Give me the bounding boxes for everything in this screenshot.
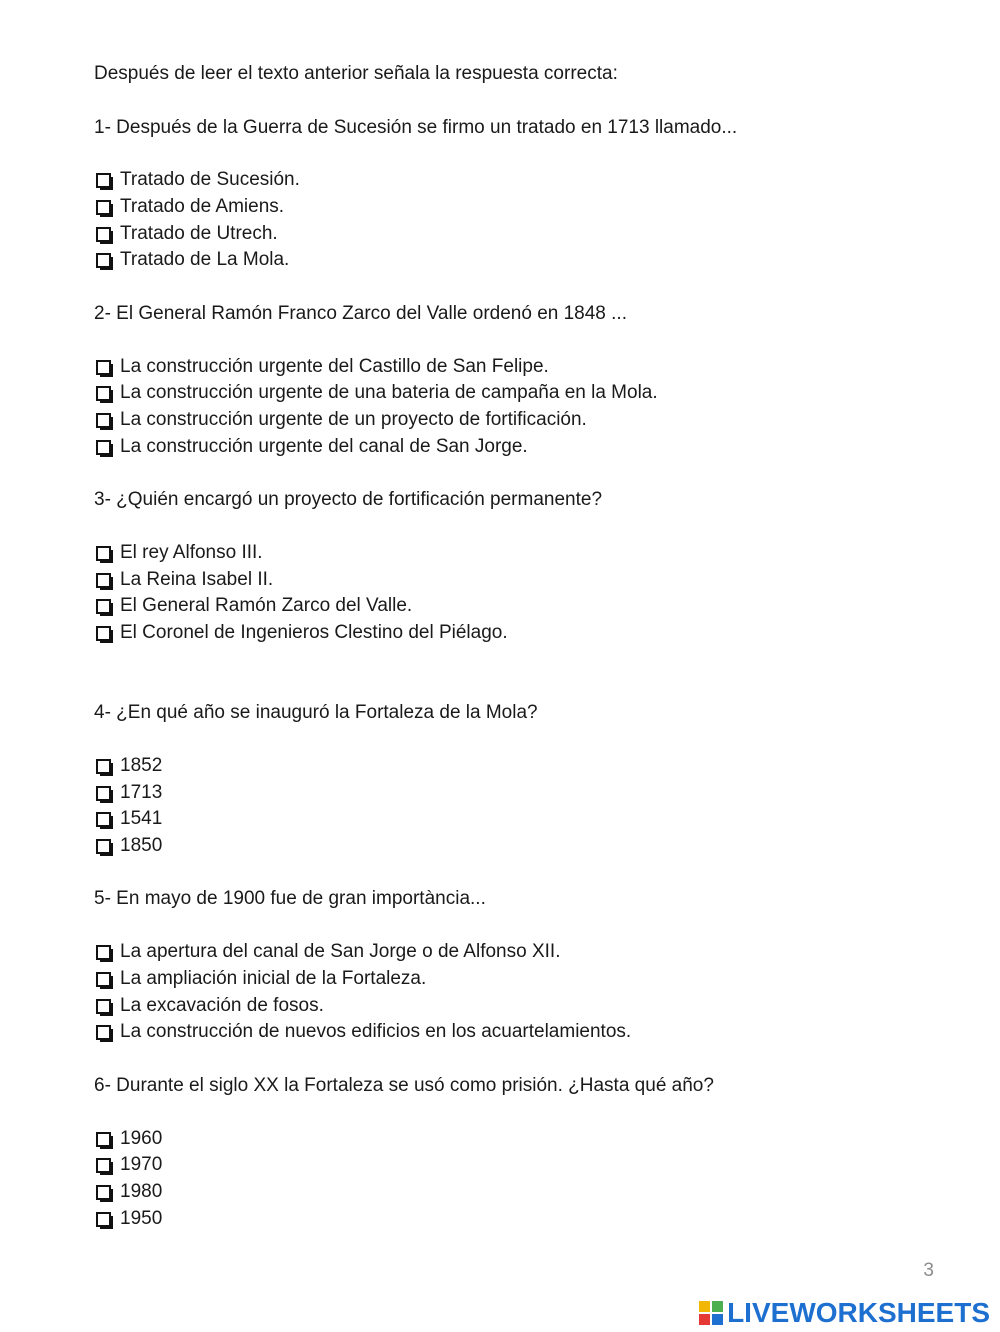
checkbox-icon[interactable] xyxy=(96,173,111,188)
answer-option[interactable]: La apertura del canal de San Jorge o de Alfonso XII. xyxy=(94,939,960,965)
checkbox-icon[interactable] xyxy=(96,626,111,641)
page-number: 3 xyxy=(923,1260,934,1281)
checkbox-icon[interactable] xyxy=(96,1185,111,1200)
checkbox-icon[interactable] xyxy=(96,945,111,960)
checkbox-icon[interactable] xyxy=(96,1158,111,1173)
checkbox-icon[interactable] xyxy=(96,386,111,401)
answer-option[interactable]: La construcción de nuevos edificios en los acuartelamientos. xyxy=(94,1019,960,1045)
answer-option[interactable]: 1980 xyxy=(94,1179,960,1205)
answer-option[interactable]: La construcción urgente de un proyecto de fortificación. xyxy=(94,407,960,433)
answer-option[interactable]: La ampliación inicial de la Fortaleza. xyxy=(94,966,960,992)
answer-option[interactable]: 1950 xyxy=(94,1206,960,1232)
question-3: 3- ¿Quién encargó un proyecto de fortificación permanente? xyxy=(94,489,603,510)
checkbox-icon[interactable] xyxy=(96,546,111,561)
question-4: 4- ¿En qué año se inauguró la Fortaleza de la Mola? xyxy=(94,702,538,723)
question-2: 2- El General Ramón Franco Zarco del Valle ordenó en 1848 ... xyxy=(94,303,627,324)
answer-option[interactable]: 1713 xyxy=(94,780,960,806)
instructions: Después de leer el texto anterior señala la respuesta correcta: xyxy=(94,63,618,84)
answer-option[interactable]: La excavación de fosos. xyxy=(94,993,960,1019)
question-5: 5- En mayo de 1900 fue de gran importància... xyxy=(94,888,486,909)
checkbox-icon[interactable] xyxy=(96,440,111,455)
answer-option[interactable]: La construcción urgente del Castillo de San Felipe. xyxy=(94,354,960,380)
answer-option[interactable]: 1541 xyxy=(94,806,960,832)
checkbox-icon[interactable] xyxy=(96,839,111,854)
liveworksheets-logo-icon xyxy=(698,1300,724,1326)
answer-option[interactable]: La construcción urgente del canal de San Jorge. xyxy=(94,434,960,460)
answer-option[interactable]: Tratado de Sucesión. xyxy=(94,167,960,193)
answer-option[interactable]: 1970 xyxy=(94,1152,960,1178)
checkbox-icon[interactable] xyxy=(96,200,111,215)
answer-option[interactable]: 1852 xyxy=(94,753,960,779)
checkbox-icon[interactable] xyxy=(96,1025,111,1040)
checkbox-icon[interactable] xyxy=(96,253,111,268)
answer-option[interactable]: El rey Alfonso III. xyxy=(94,540,960,566)
checkbox-icon[interactable] xyxy=(96,413,111,428)
answer-option[interactable]: 1960 xyxy=(94,1126,960,1152)
answer-option[interactable]: La Reina Isabel II. xyxy=(94,567,960,593)
checkbox-icon[interactable] xyxy=(96,573,111,588)
answer-option[interactable]: Tratado de Amiens. xyxy=(94,194,960,220)
question-1: 1- Después de la Guerra de Sucesión se firmo un tratado en 1713 llamado... xyxy=(94,117,738,138)
checkbox-icon[interactable] xyxy=(96,786,111,801)
brand-text: LIVEWORKSHEETS xyxy=(727,1297,990,1328)
checkbox-icon[interactable] xyxy=(96,1212,111,1227)
checkbox-icon[interactable] xyxy=(96,812,111,827)
answer-option[interactable]: 1850 xyxy=(94,833,960,859)
checkbox-icon[interactable] xyxy=(96,1132,111,1147)
checkbox-icon[interactable] xyxy=(96,599,111,614)
question-6: 6- Durante el siglo XX la Fortaleza se usó como prisión. ¿Hasta qué año? xyxy=(94,1075,714,1096)
liveworksheets-brand[interactable] xyxy=(698,1296,990,1330)
answer-option[interactable]: El General Ramón Zarco del Valle. xyxy=(94,593,960,619)
checkbox-icon[interactable] xyxy=(96,972,111,987)
checkbox-icon[interactable] xyxy=(96,999,111,1014)
answer-option[interactable]: Tratado de La Mola. xyxy=(94,247,960,273)
answer-option[interactable]: Tratado de Utrech. xyxy=(94,221,960,247)
answer-option[interactable]: El Coronel de Ingenieros Clestino del Piélago. xyxy=(94,620,960,646)
checkbox-icon[interactable] xyxy=(96,759,111,774)
answer-option[interactable]: La construcción urgente de una bateria de campaña en la Mola. xyxy=(94,380,960,406)
checkbox-icon[interactable] xyxy=(96,227,111,242)
checkbox-icon[interactable] xyxy=(96,360,111,375)
